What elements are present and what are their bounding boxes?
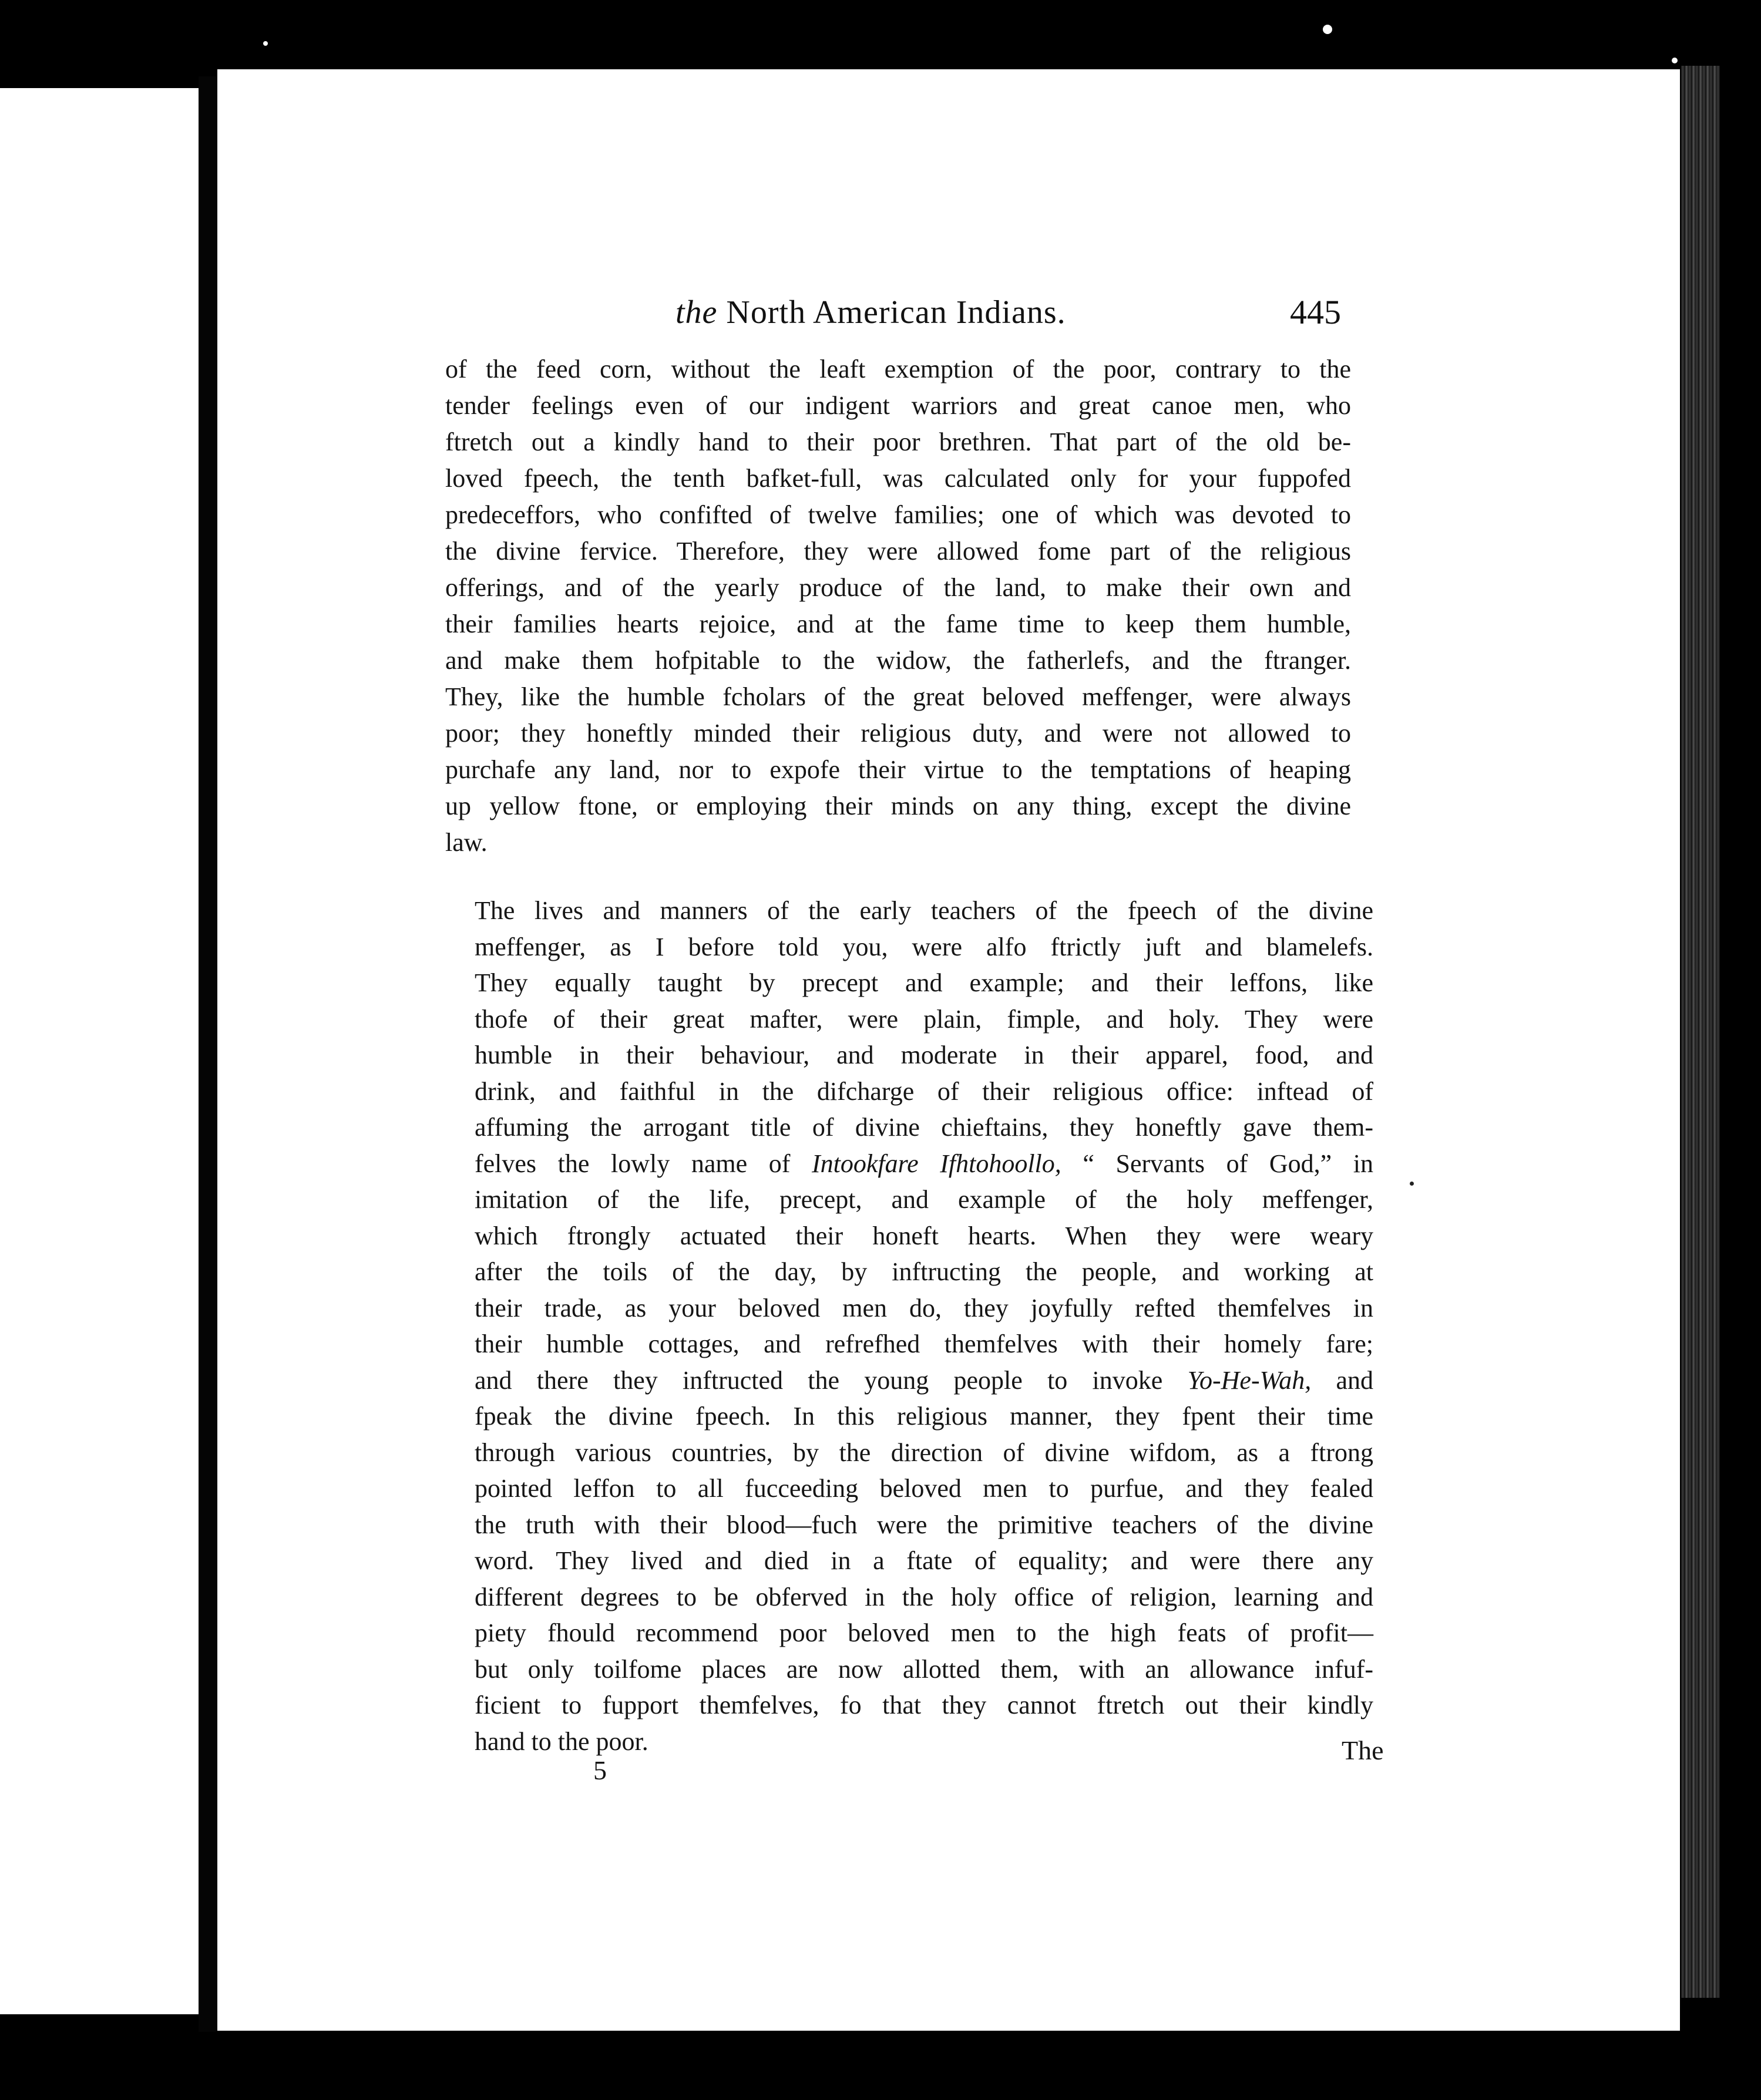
text-line: meffenger, as I before told you, were alfo ftrictly juft and blamelefs. <box>475 932 1373 961</box>
text-line: fpeak the divine fpeech. In this religious manner, they fpent their time <box>475 1402 1373 1431</box>
text-line: hand to the poor. <box>475 1727 648 1756</box>
paragraph-1 <box>445 351 1351 861</box>
text-line: purchafe any land, nor to expofe their virtue to the temptations of heaping <box>445 755 1351 784</box>
text-line: different degrees to be obferved in the holy office of religion, learning and <box>475 1582 1373 1611</box>
signature-mark: 5 <box>593 1755 607 1785</box>
text-line: They, like the humble fcholars of the great beloved meffenger, were always <box>445 682 1351 711</box>
text-line: felves the lowly name of Intookfare Ifhtohoollo, “ Servants of God,” in <box>475 1149 1374 1178</box>
page-number: 445 <box>1290 293 1341 331</box>
italic-phrase: Intookfare Ifhtohoollo, <box>811 1149 1061 1178</box>
text-line: loved fpeech, the tenth bafket-full, was calculated only for your fuppofed <box>445 464 1351 493</box>
text-line: affuming the arrogant title of divine chieftains, they honeftly gave them- <box>475 1113 1373 1142</box>
text-line: pointed leffon to all fucceeding beloved men to purfue, and they fealed <box>475 1474 1373 1503</box>
page-edges <box>1681 66 1720 1998</box>
text-line: their families hearts rejoice, and at the fame time to keep them humble, <box>445 610 1351 638</box>
text-line: ficient to fupport themfelves, fo that they cannot ftretch out their kindly <box>475 1691 1373 1719</box>
text-line: and make them hofpitable to the widow, the fatherlefs, and the ftranger. <box>445 646 1351 675</box>
scan-speck <box>1323 25 1332 34</box>
text-line: through various countries, by the direction of divine wifdom, as a ftrong <box>475 1438 1373 1467</box>
text-line: The lives and manners of the early teachers of the fpeech of the divine <box>475 896 1373 925</box>
text-line: piety fhould recommend poor beloved men to the high feats of profit— <box>475 1618 1373 1647</box>
text-line: ftretch out a kindly hand to their poor brethren. That part of the old be- <box>445 428 1351 456</box>
text-line: humble in their behaviour, and moderate in their apparel, food, and <box>475 1041 1373 1069</box>
text-line: poor; they honeftly minded their religious duty, and were not allowed to <box>445 719 1351 748</box>
scan-speck <box>263 41 268 46</box>
book-gutter <box>199 76 216 2032</box>
text-line: their trade, as your beloved men do, they joyfully refted themfelves in <box>475 1293 1373 1322</box>
text-line: of the feed corn, without the leaft exemption of the poor, contrary to the <box>445 355 1351 383</box>
text-line: their humble cottages, and refrefhed themfelves with their homely fare; <box>475 1330 1373 1358</box>
text-line: word. They lived and died in a ftate of equality; and were there any <box>475 1546 1373 1575</box>
text-line: offerings, and of the yearly produce of the land, to make their own and <box>445 573 1351 602</box>
text-line: imitation of the life, precept, and example of the holy meffenger, <box>475 1185 1373 1214</box>
text-line: but only toilfome places are now allotted them, with an allowance infuf- <box>475 1654 1373 1684</box>
scan-dot <box>1410 1182 1414 1186</box>
text-line: tender feelings even of our indigent warriors and great canoe men, who <box>445 391 1351 420</box>
text-line: the truth with their blood—fuch were the primitive teachers of the divine <box>475 1510 1373 1539</box>
text-line: up yellow ftone, or employing their minds on any thing, except the divine <box>445 792 1351 820</box>
paragraph-2 <box>475 893 1373 1759</box>
text-line: drink, and faithful in the difcharge of their religious office: inftead of <box>475 1076 1373 1106</box>
italic-phrase: Yo-He-Wah, <box>1187 1365 1312 1395</box>
text-line: predeceffors, who confifted of twelve families; one of which was devoted to <box>445 500 1351 529</box>
running-head: the North American Indians. <box>676 294 1066 331</box>
facing-page-left <box>0 88 199 2014</box>
text-line: They equally taught by precept and example; and their leffons, like <box>475 968 1373 997</box>
text-line: after the toils of the day, by inftructing the people, and working at <box>475 1257 1373 1286</box>
text-line: law. <box>445 828 488 857</box>
text-line: the divine fervice. Therefore, they were allowed fome part of the religious <box>445 537 1351 566</box>
scan-speck <box>1672 58 1678 63</box>
catchword: The <box>1342 1735 1384 1765</box>
text-line: and there they inftructed the young people to invoke Yo-He-Wah, and <box>475 1365 1374 1395</box>
text-line: thofe of their great mafter, were plain, fimple, and holy. They were <box>475 1004 1373 1034</box>
text-line: which ftrongly actuated their honeft hearts. When they were weary <box>475 1221 1373 1250</box>
